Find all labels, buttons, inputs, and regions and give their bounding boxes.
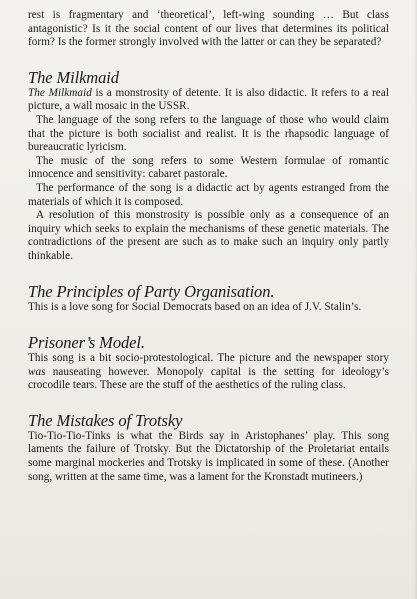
prisoner-emphasis-was: was xyxy=(28,365,46,378)
milkmaid-title-inline: The Milkmaid xyxy=(28,86,92,99)
intro-paragraph: rest is fragmentary and ‘theoretical’, left-wing sounding … But class antagonistic? Is it the social content of our lives that determines its political form? Is the former strongly involved with the latter or can they be separated? xyxy=(28,9,389,49)
prisoner-paragraph-1-part-a: This song is a bit socio-protestological. The picture and the newspaper story xyxy=(28,352,389,365)
milkmaid-paragraph-1 xyxy=(28,87,389,114)
prisoner-paragraph-1-part-b: nauseating however. Monopoly capital is the setting for ideology’s crocodile tears. These are the stuff of the aesthetics of the ruling class. xyxy=(28,365,389,392)
milkmaid-paragraph-5: A resolution of this monstrosity is possible only as a consequence of an inquiry which seeks to explain the mechanisms of these genetic materials. The contradictions of the present are such as to make such an inquiry only partly thinkable. xyxy=(28,209,389,262)
heading-prisoners-model: Prisoner’s Model. xyxy=(28,333,145,353)
milkmaid-paragraph-2: The language of the song refers to the language of those who would claim that the picture is both socialist and realist. It is the rhapsodic language of bureaucratic lyricism. xyxy=(28,113,389,154)
heading-the-milkmaid: The Milkmaid xyxy=(28,67,119,87)
heading-principles-of-party-organisation: The Principles of Party Organisation. xyxy=(28,281,275,301)
principles-paragraph-1: This is a love song for Social Democrats based on an idea of J.V. Stalin’s. xyxy=(28,300,362,313)
prisoner-paragraph-1 xyxy=(28,352,389,393)
milkmaid-paragraph-4: The performance of the song is a didactic act by agents estranged from the materials of which it is composed. xyxy=(28,181,389,208)
milkmaid-paragraph-3: The music of the song refers to some Western formulae of romantic innocence and sensitivity: cabaret pastorale. xyxy=(28,154,389,181)
mistakes-paragraph-1: Tio-Tio-Tio-Tinks is what the Birds say in Aristophanes’ play. This song laments the failure of Trotsky. But the Dictatorship of the Proletariat entails some marginal mockeries and Trotsky is implicated in some of these. (Another song, written at the same time, was a lament for the Kronstadt mutineers.) xyxy=(28,429,389,483)
heading-mistakes-of-trotsky: The Mistakes of Trotsky xyxy=(28,410,183,430)
milkmaid-paragraph-1-text: is a monstrosity of detente. It is also didactic. It refers to a real picture, a wall mosaic in the USSR. xyxy=(28,86,389,113)
